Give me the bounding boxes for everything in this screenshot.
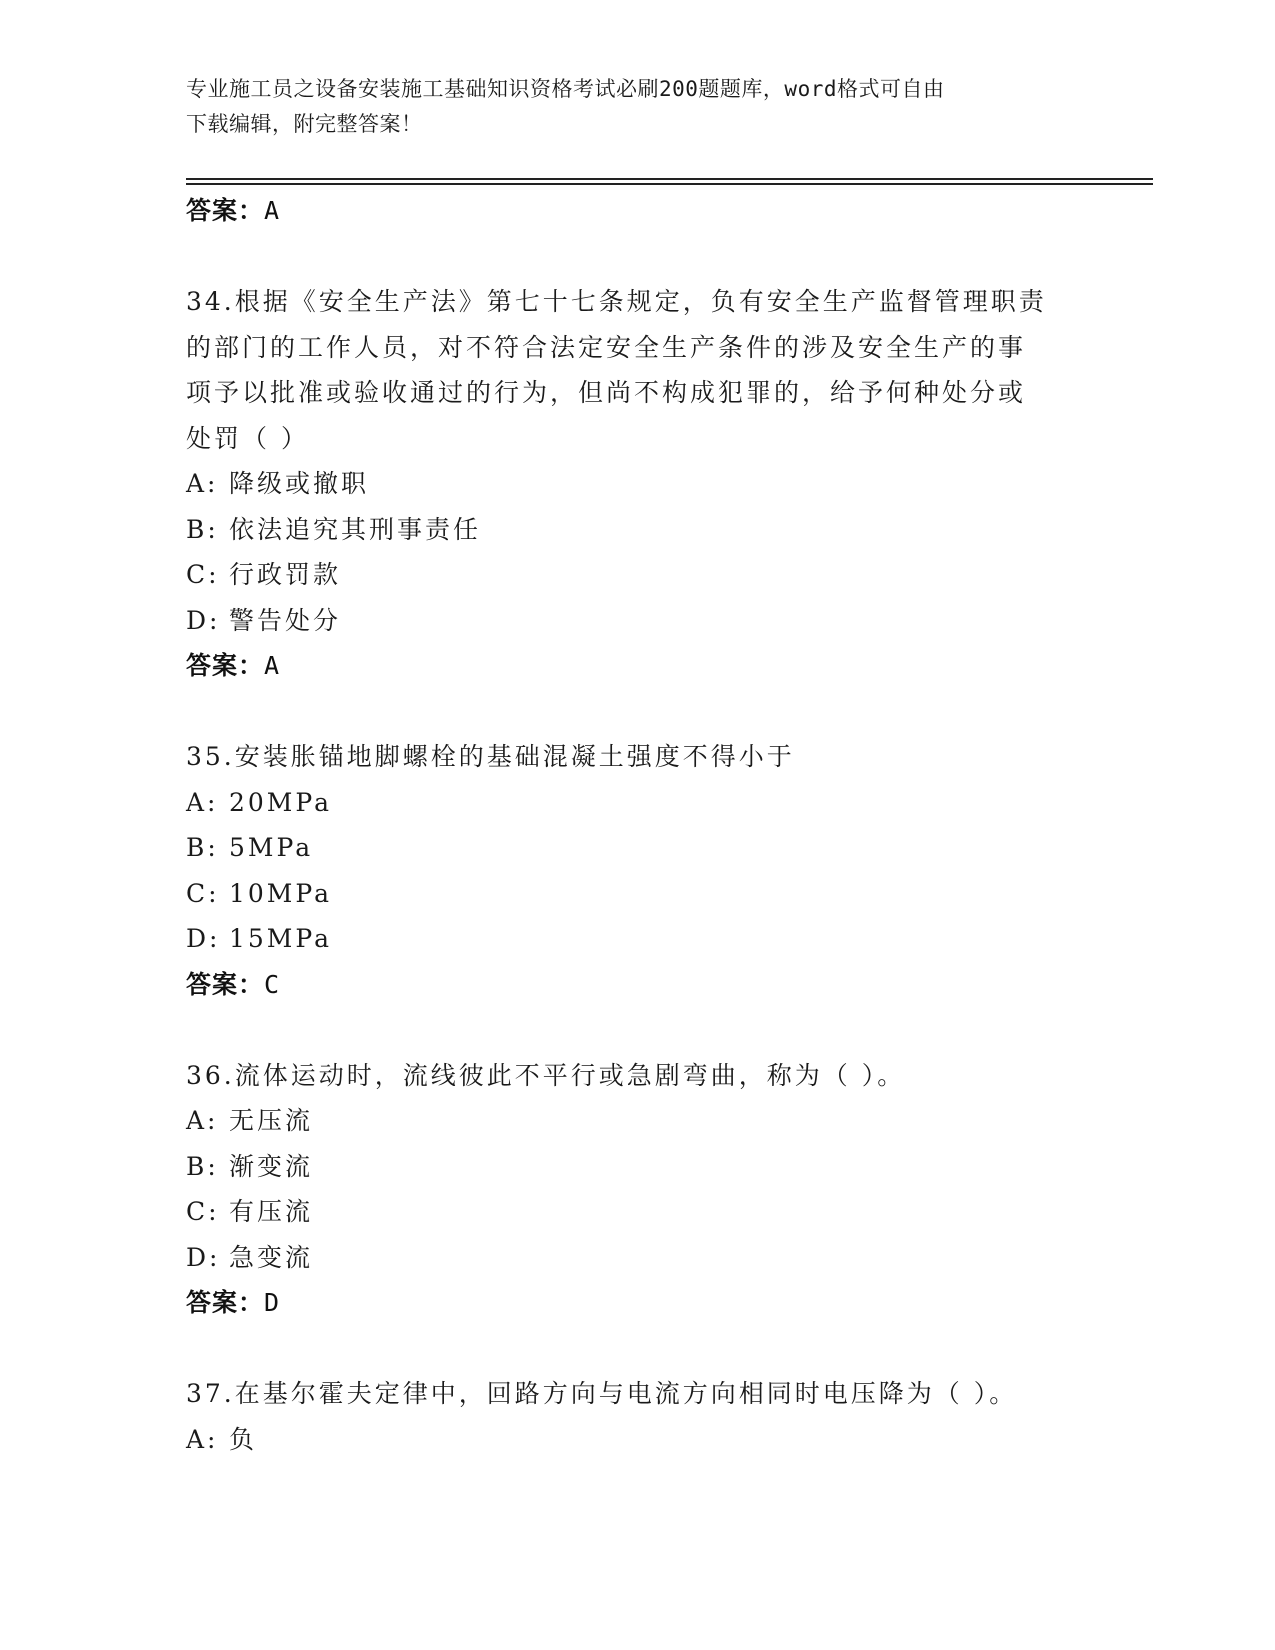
question-answer <box>186 962 1086 1008</box>
option-key: C: <box>186 878 220 908</box>
option-d <box>186 916 1086 962</box>
question-block <box>186 1371 1086 1462</box>
answer-label: 答案： <box>186 651 265 680</box>
previous-answer <box>186 188 1086 234</box>
answer-label: 答案： <box>186 969 265 999</box>
question-stem-line: 37.在基尔霍夫定律中，回路方向与电流方向相同时电压降为（ ）。 <box>186 1379 1018 1408</box>
question-block <box>186 1053 1086 1326</box>
question-stem-line: 36.流体运动时，流线彼此不平行或急剧弯曲，称为（ ）。 <box>186 1060 906 1090</box>
option-key: A: <box>186 787 219 817</box>
spacer <box>186 1326 1086 1372</box>
option-key: C: <box>186 1197 220 1226</box>
option-text: 警告处分 <box>229 605 342 635</box>
question-stem-line: 项予以批准或验收通过的行为，但尚不构成犯罪的，给予何种处分或 <box>186 378 1027 407</box>
option-text: 10MPa <box>229 878 333 908</box>
option-text: 负 <box>229 1424 258 1454</box>
option-b <box>186 1144 1086 1190</box>
answer-value: C <box>264 969 281 999</box>
option-key: D: <box>186 924 221 953</box>
spacer <box>186 234 1086 280</box>
question-stem-line: 35.安装胀锚地脚螺栓的基础混凝土强度不得小于 <box>186 742 795 771</box>
option-key: A: <box>186 1424 219 1454</box>
option-text: 有压流 <box>229 1197 314 1226</box>
option-key: B: <box>186 1151 219 1181</box>
spacer <box>186 1007 1086 1053</box>
question-stem-line: 的部门的工作人员，对不符合法定安全生产条件的涉及安全生产的事 <box>186 332 1027 362</box>
option-key: D: <box>186 605 221 635</box>
option-key: A: <box>186 1106 219 1135</box>
spacer <box>186 689 1086 735</box>
header-line-2: 下载编辑，附完整答案！ <box>186 112 423 136</box>
answer-label: 答案： <box>186 196 265 225</box>
option-text: 5MPa <box>229 833 314 862</box>
option-b <box>186 507 1086 553</box>
option-key: B: <box>186 833 219 862</box>
answer-value: D <box>264 1288 281 1317</box>
option-a <box>186 780 1086 826</box>
question-stem-line: 处罚（ ） <box>186 423 309 453</box>
option-key: C: <box>186 560 220 589</box>
option-d <box>186 1235 1086 1281</box>
option-key: D: <box>186 1242 221 1272</box>
header-divider-top <box>186 178 1153 180</box>
option-c <box>186 552 1086 598</box>
option-a <box>186 1098 1086 1144</box>
option-text: 依法追究其刑事责任 <box>229 514 482 544</box>
document-header <box>186 72 1086 142</box>
question-answer <box>186 643 1086 689</box>
option-text: 15MPa <box>229 924 333 953</box>
option-d <box>186 598 1086 644</box>
option-c <box>186 871 1086 917</box>
header-line-1: 专业施工员之设备安装施工基础知识资格考试必刷200题题库，word格式可自由 <box>186 77 945 101</box>
question-block <box>186 279 1086 689</box>
question-answer <box>186 1280 1086 1326</box>
option-key: A: <box>186 469 219 498</box>
answer-value: A <box>264 651 281 680</box>
document-body <box>186 188 1086 1462</box>
option-text: 急变流 <box>229 1242 314 1272</box>
option-text: 渐变流 <box>229 1151 314 1181</box>
option-a <box>186 1417 1086 1463</box>
option-a <box>186 461 1086 507</box>
question-block <box>186 734 1086 1007</box>
option-key: B: <box>186 514 219 544</box>
option-c <box>186 1189 1086 1235</box>
question-stem-line: 34.根据《安全生产法》第七十七条规定，负有安全生产监督管理职责 <box>186 287 1047 316</box>
answer-label: 答案： <box>186 1288 265 1317</box>
option-text: 降级或撤职 <box>229 469 370 498</box>
option-text: 无压流 <box>229 1106 314 1135</box>
header-divider-bottom <box>186 183 1153 185</box>
answer-value: A <box>264 196 281 225</box>
option-b <box>186 825 1086 871</box>
option-text: 行政罚款 <box>229 560 342 589</box>
option-text: 20MPa <box>229 787 333 817</box>
